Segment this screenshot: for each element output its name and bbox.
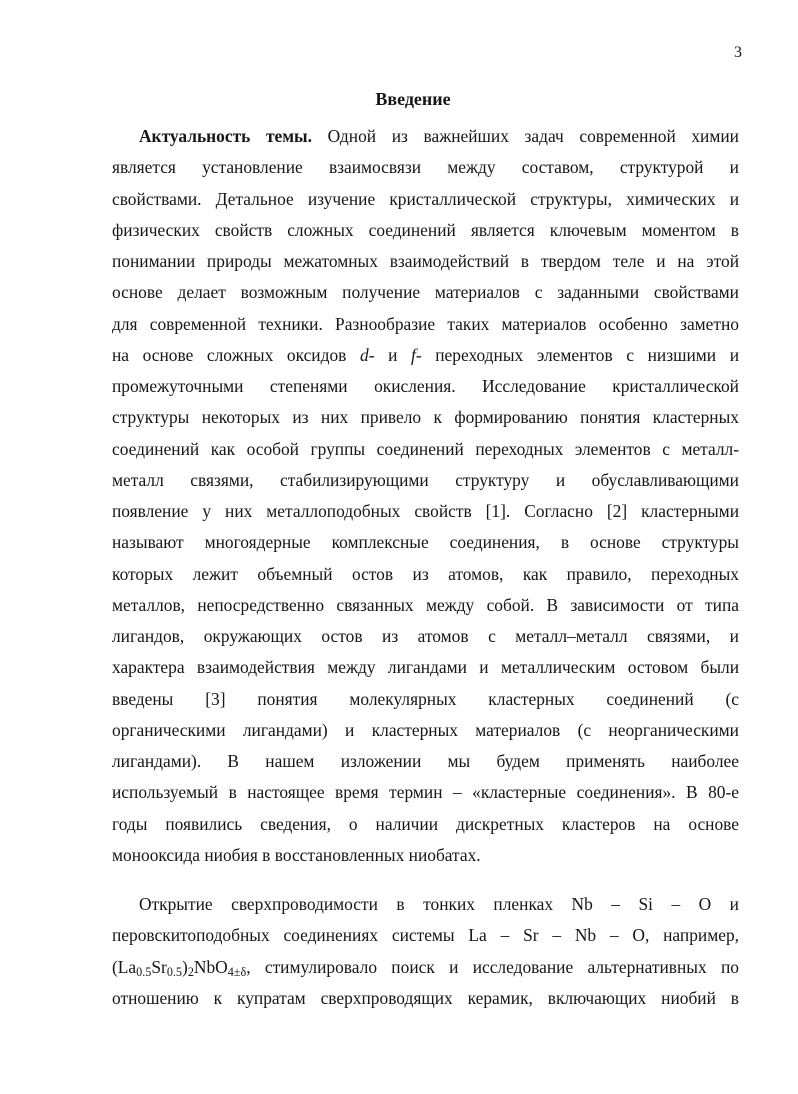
text-line: органическими лигандами) и кластерных материалов (с неорганическими xyxy=(112,719,739,740)
text-span: - и xyxy=(368,344,411,365)
text-span: - переходных элементов с низшими и xyxy=(415,344,739,365)
body-text xyxy=(112,121,739,1014)
text-line: используемый в настоящее время термин – «кластерные соединения». В 80-е xyxy=(112,782,739,803)
formula-subscript: 2 xyxy=(187,964,194,979)
text-line: понимании природы межатомных взаимодействий в твердом теле и на этой xyxy=(112,251,739,271)
formula-part: NbO xyxy=(193,956,228,977)
italic-f: f xyxy=(411,344,416,365)
text-line: которых лежит объемный остов из атомов, как правило, переходных xyxy=(112,563,739,584)
text-line xyxy=(112,952,739,983)
paragraph-gap xyxy=(112,871,739,889)
text-line: соединений как особой группы соединений переходных элементов с металл- xyxy=(112,438,739,459)
formula-part: (La xyxy=(112,956,137,977)
text-line: годы появились сведения, о наличии дискретных кластеров на основе xyxy=(112,813,739,834)
text-line: введены [3] понятия молекулярных кластерных соединений (с xyxy=(112,688,739,709)
formula-subscript: 4±δ xyxy=(227,964,247,979)
text-line: для современной техники. Разнообразие таких материалов особенно заметно xyxy=(112,313,739,334)
formula-subscript: 0.5 xyxy=(136,964,152,979)
text-line: лигандов, окружающих остов из атомов с металл–металл связями, и xyxy=(112,626,739,646)
text-line: перовскитоподобных соединениях системы La – Sr – Nb – O, например, xyxy=(112,925,739,946)
text-line: основе делает возможным получение материалов с заданными свойствами xyxy=(112,282,739,303)
text-line: Открытие сверхпроводимости в тонких пленках Nb – Si – O и xyxy=(139,894,739,914)
text-line: лигандами). В нашем изложении мы будем применять наиболее xyxy=(112,751,739,771)
text-line: появление у них металлоподобных свойств [1]. Согласно [2] кластерными xyxy=(112,501,739,521)
text-line: металлов, непосредственно связанных между собой. В зависимости от типа xyxy=(112,594,739,615)
formula-part: ) xyxy=(182,956,188,977)
section-title: Введение xyxy=(375,89,451,109)
text-line xyxy=(112,340,739,371)
text-line: промежуточными степенями окисления. Исследование кристаллической xyxy=(112,376,739,396)
text-line: отношению к купратам сверхпроводящих керамик, включающих ниобий в xyxy=(112,987,739,1008)
page-number: 3 xyxy=(734,44,742,61)
text-line: называют многоядерные комплексные соединения, в основе структуры xyxy=(112,532,739,553)
text-span: , стимулировало поиск и исследование альтернативных по xyxy=(246,956,739,977)
chemical-formula xyxy=(112,957,246,977)
text-line: характера взаимодействия между лигандами и металлическим остовом были xyxy=(112,657,739,678)
text-line: структуры некоторых из них привело к формированию понятия кластерных xyxy=(112,407,739,428)
formula-subscript: 0.5 xyxy=(166,964,183,979)
text-span: Одной из важнейших задач современной химии xyxy=(311,126,739,146)
text-line: физических свойств сложных соединений является ключевым моментом в xyxy=(112,219,739,240)
lead-phrase: Актуальность темы. xyxy=(139,126,312,146)
text-line xyxy=(112,121,739,152)
text-line: металл связями, стабилизирующими структуру и обуславливающими xyxy=(112,469,739,490)
text-line: монооксида ниобия в восстановленных ниобатах. xyxy=(112,844,481,865)
italic-d: d xyxy=(359,344,369,365)
paragraph-discovery xyxy=(112,889,739,1014)
paragraph-relevance xyxy=(112,121,739,871)
text-span: на основе сложных оксидов xyxy=(112,344,360,365)
formula-part: Sr xyxy=(151,956,167,977)
text-line: является установление взаимосвязи между составом, структурой и xyxy=(112,157,739,178)
text-line: свойствами. Детальное изучение кристаллической структуры, химических и xyxy=(112,188,739,209)
